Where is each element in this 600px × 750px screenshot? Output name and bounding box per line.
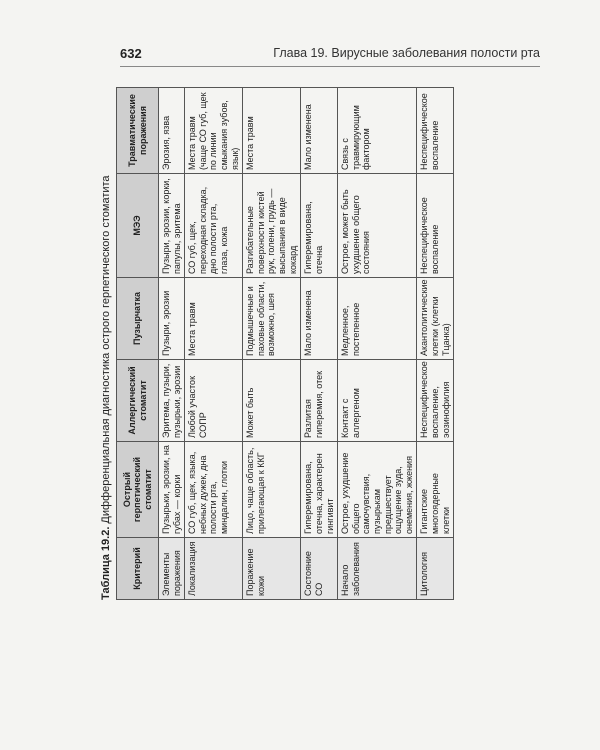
table-cell: Гиперемирована, отечна, характерен гингивит — [301, 442, 338, 538]
criterion-cell: Состояние СО — [301, 538, 338, 600]
column-header: Травматические поражения — [117, 88, 159, 174]
table-caption — [100, 60, 116, 600]
table-cell: Мало изменена — [301, 88, 338, 174]
table-cell: Неспецифическое воспаление, эозинофилия — [417, 360, 454, 442]
table-cell: Связь с травмирующим фактором — [338, 88, 417, 174]
criterion-cell: Цитология — [417, 538, 454, 600]
page-number: 632 — [120, 46, 142, 61]
table-cell: Разгибательные поверхности кистей рук, голени, грудь — высыпания в виде кокард — [243, 174, 301, 278]
chapter-title: Глава 19. Вирусные заболевания полости рта — [273, 46, 540, 60]
table-cell: Любой участок СОПР — [185, 360, 243, 442]
table-cell: Пузыри, эрозии, корки, папулы, эритема — [159, 174, 185, 278]
table-cell: Острое, может быть ухудшение общего состояния — [338, 174, 417, 278]
table-cell: Лицо, чаще область, прилегающая к ККГ — [243, 442, 301, 538]
table-row — [159, 88, 185, 600]
table-cell: Эритема, пузыри, пузырьки, эрозии — [159, 360, 185, 442]
table-cell: Эрозия, язва — [159, 88, 185, 174]
table-cell: Разлитая гиперемия, отек — [301, 360, 338, 442]
diagnosis-table — [116, 87, 454, 600]
column-header: Аллергический стоматит — [117, 360, 159, 442]
criterion-cell: Элементы поражения — [159, 538, 185, 600]
table-container — [116, 88, 451, 600]
table-cell: Мало изменена — [301, 278, 338, 360]
table-cell: Острое, ухудшение общего самочувствия, пузырькам предшествует ощущение зуда, онемения, жжения — [338, 442, 417, 538]
table-row — [338, 88, 417, 600]
column-header: Критерий — [117, 538, 159, 600]
page-header — [120, 46, 540, 66]
table-cell: Контакт с аллергеном — [338, 360, 417, 442]
table-header-row — [117, 88, 159, 600]
criterion-cell: Начало заболевания — [338, 538, 417, 600]
column-header: Пузырчатка — [117, 278, 159, 360]
table-row — [185, 88, 243, 600]
table-cell: Неспецифическое воспаление — [417, 174, 454, 278]
table-cell: Подмышечные и паховые области, возможно, шея — [243, 278, 301, 360]
header-divider — [120, 66, 540, 67]
table-cell: Гигантские многоядерные клетки — [417, 442, 454, 538]
table-cell: Места травм — [185, 278, 243, 360]
table-cell: Места травм (чаще СО губ, щек по линии смыкания зубов, язык) — [185, 88, 243, 174]
table-caption-text: Дифференциальная диагностика острого герпетического стоматита — [100, 175, 112, 524]
table-row — [417, 88, 454, 600]
table-cell: Места травм — [243, 88, 301, 174]
criterion-cell: Локализация — [185, 538, 243, 600]
table-cell: Акантолитические клетки (клетки Тцанка) — [417, 278, 454, 360]
table-cell: Неспецифическое воспаление — [417, 88, 454, 174]
column-header: Острый герпетический стоматит — [117, 442, 159, 538]
table-row — [243, 88, 301, 600]
table-caption-label: Таблица 19.2. — [100, 526, 112, 600]
table-cell: Гиперемирована, отечна — [301, 174, 338, 278]
table-cell: Пузыри, эрозии — [159, 278, 185, 360]
table-cell: СО губ, щек, переходная складка, дно полости рта, глаза, кожа — [185, 174, 243, 278]
column-header: МЭЭ — [117, 174, 159, 278]
table-cell: Медленное, постепенное — [338, 278, 417, 360]
criterion-cell: Поражение кожи — [243, 538, 301, 600]
table-cell: СО губ, щек, языка, небных дужек, дна полости рта, миндалин, глотки — [185, 442, 243, 538]
table-row — [301, 88, 338, 600]
table-cell: Пузырьки, эрозии, на губах — корки — [159, 442, 185, 538]
table-cell: Может быть — [243, 360, 301, 442]
